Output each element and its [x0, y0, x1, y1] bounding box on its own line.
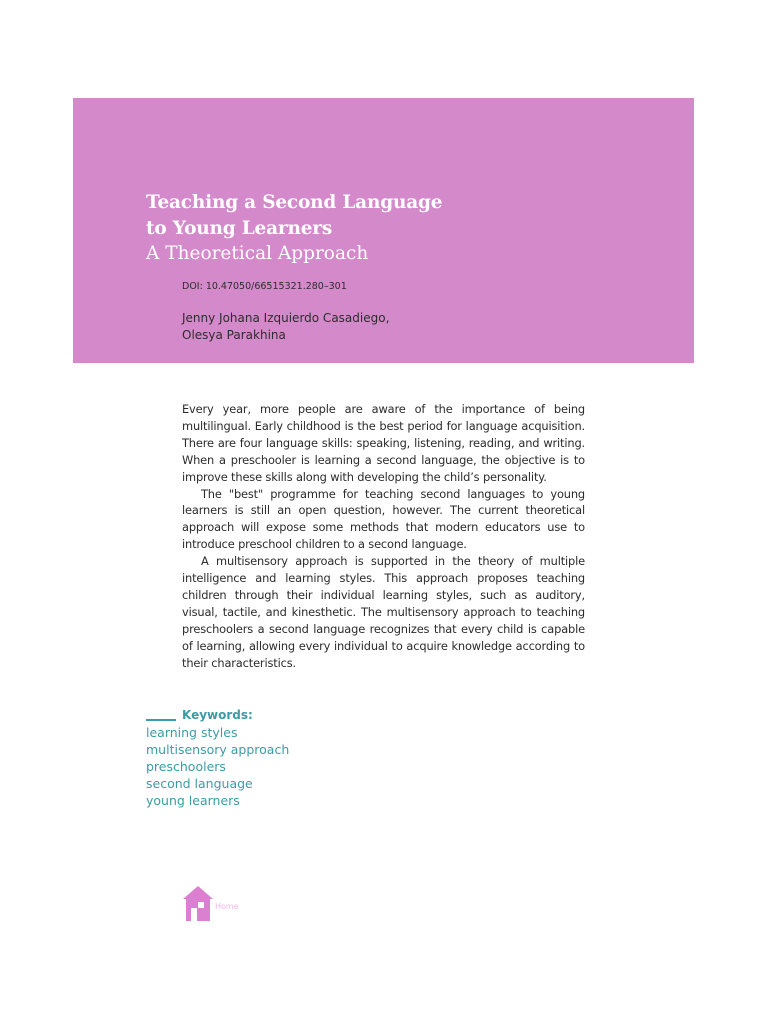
authors-line-2: Olesya Parakhina	[182, 328, 286, 342]
title-line-1: Teaching a Second Language	[146, 192, 443, 213]
house-icon	[183, 886, 213, 921]
keywords-rule	[146, 719, 176, 721]
keyword-item: learning styles	[146, 725, 238, 740]
keyword-item: multisensory approach	[146, 741, 290, 757]
keyword-item: preschoolers	[146, 758, 226, 774]
keywords-list	[146, 725, 289, 810]
authors-line-1: Jenny Johana Izquierdo Casadiego,	[182, 311, 390, 325]
abstract	[182, 401, 585, 672]
keyword-item: young learners	[146, 792, 240, 808]
authors	[182, 310, 389, 344]
home-button[interactable]	[183, 886, 213, 921]
title-line-2: to Young Learners	[146, 218, 333, 239]
home-label[interactable]: Home	[215, 902, 239, 911]
keywords-heading: Keywords:	[182, 708, 253, 722]
doi: DOI: 10.47050/66515321.280–301	[182, 281, 347, 292]
article-title	[146, 190, 566, 242]
keyword-item: second language	[146, 775, 253, 791]
abstract-paragraph: Every year, more people are aware of the importance of being multilingual. Early childhood is the best period for language acquisition. There are four language skills: speaking, listening, reading, and writing. When a preschooler is learning a second language, the objective is to improve these skills along with developing the child’s personality.	[182, 402, 585, 484]
abstract-paragraph: A multisensory approach is supported in the theory of multiple intelligence and learning styles. This approach proposes teaching children through their individual learning styles, such as auditory, visual, tactile, and kinesthetic. The multisensory approach to teaching preschoolers a second language recognizes that every child is capable of learning, allowing every individual to acquire knowledge according to their characteristics.	[182, 554, 585, 670]
article-subtitle: A Theoretical Approach	[146, 243, 369, 264]
abstract-paragraph: The "best" programme for teaching second languages to young learners is still an open question, however. The current theoretical approach will expose some methods that modern educators use to introduce preschool children to a second language.	[182, 486, 585, 552]
